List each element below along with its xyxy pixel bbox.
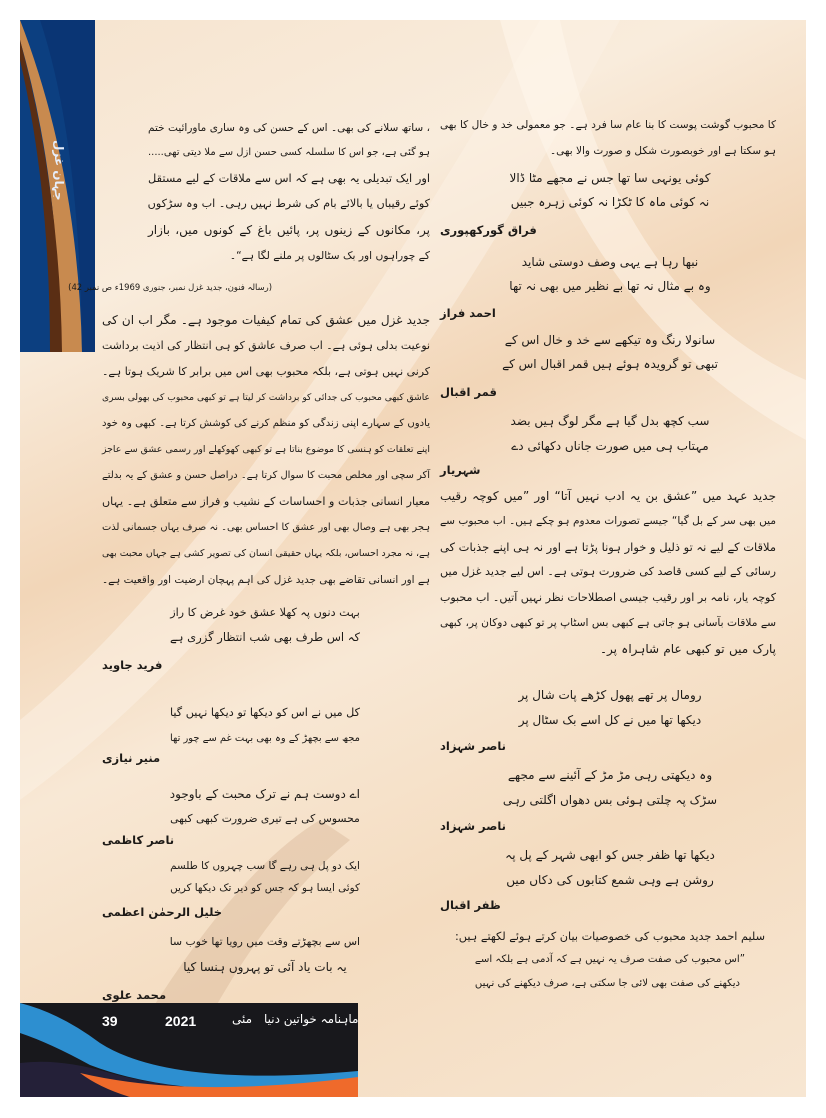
prose-line: ہو سکتا ہے اور خوبصورت شکل و صورت والا بھی۔ [550,145,776,157]
poet-name: احمد فراز [440,306,496,320]
prose-line: ہے، نہ مجرد احساس، بلکہ یہاں حقیقی انسان کی تصویر کشی ہے جہاں محبت بھی [102,548,430,559]
prose-line: ہے اور انسانی تقاضے بھی جدید غزل کی اہم پہچان ارضیت اور واقعیت ہے۔ [102,574,430,586]
poet-name: خلیل الرحمٰن اعظمی [102,905,223,919]
verse-line: سب کچھ بدل گیا ہے مگر لوگ ہیں بضد [510,414,710,428]
verse-line: مہتاب ہی میں صورت جاناں دکھائی دے [511,439,709,453]
poet-name: فرید جاوید [102,658,163,672]
issue-month: مئی [232,1012,253,1026]
source-citation: (رسالہ فنون، جدید غزل نمبر، جنوری 1969ء ص نمبر 42) [68,282,272,292]
poet-name: قمر اقبال [440,385,497,399]
verse-line: بہت دنوں پہ کھلا عشق خود غرض کا راز [170,606,360,619]
verse-line: محسوس کی ہے تیری ضرورت کبھی کبھی [170,812,360,825]
verse-line: وہ بے مثال نہ تھا بے نظیر میں بھی نہ تھا [509,279,711,293]
verse-line: کوئی ایسا ہو کہ جس کو دیر تک دیکھا کریں [170,882,360,894]
prose-line: کا محبوب گوشت پوست کا بنا عام سا فرد ہے۔ جو معمولی خد و خال کا بھی [440,119,776,131]
prose-line: یادوں کے سہارے اپنی زندگی کو منظم کرنے کی کوشش کرتا ہے۔ کبھی وہ خود [102,418,430,429]
prose-line: عاشق کبھی محبوب کی جدائی کو برداشت کر لیتا ہے تو کبھی محبوب کی بھولی بسری [102,393,430,403]
issue-year: 2021 [165,1013,197,1029]
page-footer [20,1003,358,1097]
prose-line: میں بھی سر کے بل گیا“ جیسے تصورات معدوم ہو چکے ہیں۔ اب محبوب سے [440,515,776,527]
verse-line: روشن ہے وہی شمع کتابوں کی دکاں میں [506,873,714,887]
prose-line: پارک میں تو کبھی عام شاہراہ پر۔ [600,642,776,656]
prose-line: پر، مکانوں کے زینوں پر، پائیں باغ کے کونوں میں، بازار [148,223,430,237]
poet-name: منیر نیازی [102,751,161,765]
left-column [68,20,430,1002]
verse-line: نہ کوئی ماہ کا ٹکڑا نہ کوئی زہرہ جبیں [510,195,710,209]
verse-line: ایک دو پل ہی رہے گا سب چہروں کا طلسم [170,860,360,872]
verse-line: سڑک پہ چلتی ہوئی بس دھواں اگلتی رہی [502,793,718,807]
poet-name: شہریار [440,463,481,477]
poet-name: ظفر اقبال [440,898,501,912]
prose-line: سے ملاقات بآسانی ہو جاتی ہے کبھی بس اسٹاپ پر تو کبھی دوکان پر، کبھی [439,616,776,629]
prose-line: ہجر بھی ہے وصال بھی اور عشق کا احساس بھی۔ نہ صرف یہاں جسمانی لذت [102,522,430,533]
verse-line: اس سے بچھڑتے وقت میں رویا تھا خوب سا [169,935,360,948]
poet-name: ناصر شہزاد [440,819,506,833]
prose-line: نوعیت بدلی ہوئی ہے۔ اب صرف عاشق کو ہی انتظار کی اذیت برداشت [102,339,430,352]
poet-name: فراق گورکھپوری [440,223,537,237]
prose-line: اپنے تعلقات کو ہنسی کا موضوع بناتا ہے تو کبھی کھوکھلے اور رسمی عشق سے عاجز [102,444,430,455]
quote-line: دیکھنے کی صفت بھی لائی جا سکتی ہے، صرف دیکھنے کی نہیں [474,978,740,989]
verse-line: یہ بات یاد آئی تو پہروں ہنسا کیا [183,960,347,974]
magazine-name: ماہنامہ خواتین دنیا [264,1012,358,1026]
prose-line: جدید غزل میں عشق کی تمام کیفیات موجود ہے۔ مگر اب ان کی [102,313,430,327]
prose-line: ، ساتھ سلانے کی بھی۔ اس کے حسن کی وہ ساری ماورائیت ختم [148,122,430,134]
verse-line: اے دوست ہم نے ترک محبت کے باوجود [169,787,360,801]
prose-line: کوئے رقیباں یا بالائے بام کی شرط نہیں رہی۔ اب وہ سڑکوں [147,197,430,210]
prose-line: ہو گئی ہے، جو اس کا سلسلہ کسی حسن ازل سے ملا دیتی تھی..... [148,147,430,158]
prose-line: اور ایک تبدیلی یہ بھی ہے کہ اس سے ملاقات کے لیے مستقل [148,171,430,185]
prose-line: کرنی نہیں ہوتی ہے، بلکہ محبوب بھی اس میں برابر کا شریک ہوتا ہے۔ [102,365,430,378]
verse-line: رومال پر تھے پھول کڑھے پات شال پر [518,688,702,702]
magazine-page [20,20,806,1097]
poet-name: محمد علوی [102,988,167,1002]
verse-line: نبھا رہا ہے یہی وصف دوستی شاید [521,255,699,269]
prose-line: آکر سچی اور مخلص محبت کا سوال کرتا ہے۔ دراصل حسن و عشق کے یہ بدلتے [102,470,430,481]
quote-line: ”اس محبوب کی صفت صرف یہ نہیں ہے کہ آدمی ہے بلکہ اسے [474,954,745,965]
page-number: 39 [102,1013,118,1029]
section-band [20,20,95,352]
prose-line: ملاقات کے لیے نہ تو ذلیل و خوار ہونا پڑتا ہے اور نہ ہی اپنے جذبات کی [439,540,776,554]
verse-line: دیکھا تھا میں نے کل اسے بک سٹال پر [518,713,702,727]
section-title: جہان غزل [52,140,66,201]
prose-line: رسائی کے لیے کسی قاصد کی ضرورت ہوتی ہے۔ اس لیے جدید غزل میں [440,565,776,578]
right-column [440,20,776,1000]
prose-line: کوچہ یار، نامہ بر اور رقیب جیسی اصطلاحات نظر نہیں آتیں۔ اب محبوب [439,591,776,604]
prose-line: سلیم احمد جدید محبوب کی خصوصیات بیان کرتے ہوئے لکھتے ہیں: [455,930,765,943]
verse-line: سانولا رنگ وہ تیکھے سے خد و خال اس کے [504,333,716,347]
verse-line: مجھ سے بچھڑ کے وہ بھی بہت غم سے چور تھا [170,733,360,744]
prose-line: جدید عہد میں ”عشق بن یہ ادب نہیں آتا“ اور ”میں کوچہ رقیب [440,489,776,503]
verse-line: کل میں نے اس کو دیکھا تو دیکھا نہیں گیا [169,706,360,719]
prose-line: معیار انسانی جذبات و احساسات کے نشیب و فراز سے متعلق ہے۔ یہاں [102,495,430,508]
verse-line: دیکھا تھا ظفر جس کو ابھی شہر کے پل پہ [505,848,715,862]
prose-line: کے چوراہوں اور بک سٹالوں پر ملنے لگا ہے“۔ [229,249,430,262]
poet-name: ناصر کاظمی [102,833,175,847]
verse-line: وہ دیکھتی رہی مڑ مڑ کے آئینے سے مجھے [507,768,713,782]
verse-line: کوئی یونہی سا تھا جس نے مجھے مٹا ڈالا [509,171,711,185]
verse-line: تبھی تو گرویدہ ہوئے ہیں قمر اقبال اس کے [502,357,718,371]
verse-line: کہ اس طرف بھی شب انتظار گزری ہے [170,630,360,644]
poet-name: ناصر شہزاد [440,739,506,753]
